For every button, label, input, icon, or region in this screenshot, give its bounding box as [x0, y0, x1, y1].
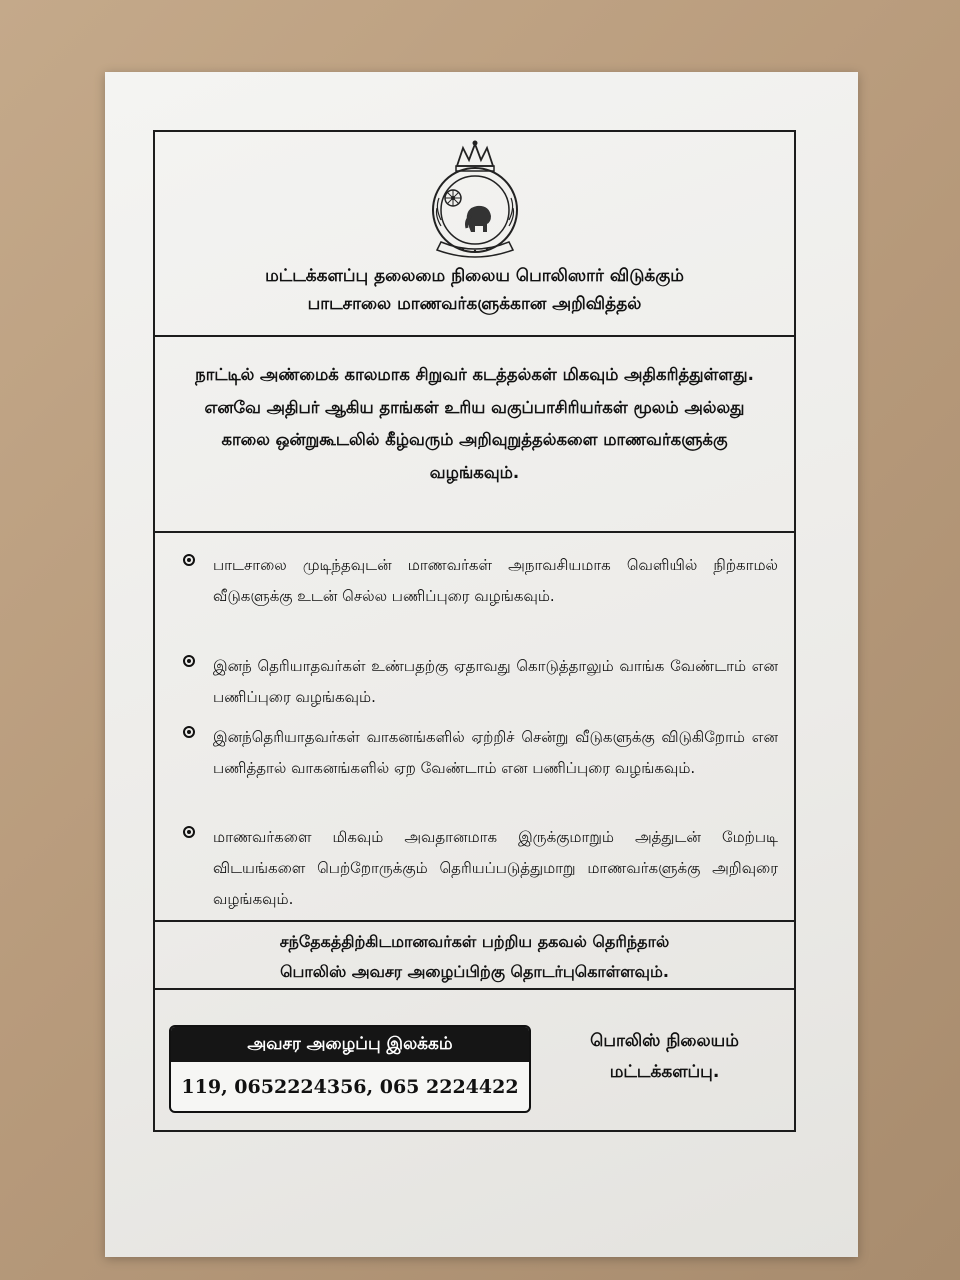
radio-bullet-icon	[183, 655, 195, 667]
list-item-text: மாணவர்களை மிகவும் அவதானமாக இருக்குமாறும் அத்துடன் மேற்படி விடயங்களை பெற்றோருக்கும் தெரியப்படுத்துமாறு மாணவர்களுக்கு அறிவுரை வழங்கவும்.	[213, 828, 778, 908]
instructions-section	[155, 533, 794, 922]
list-item-text: இனந்தெரியாதவர்கள் வாகனங்களில் ஏற்றிச் சென்று வீடுகளுக்கு விடுகிறோம் என பணித்தால் வாகனங்களில் ஏற வேண்டாம் என பணிப்புரை வழங்கவும்.	[213, 728, 778, 777]
notice-header	[155, 132, 794, 337]
footer-section	[155, 990, 794, 1130]
notice-title-line-2: பாடசாலை மாணவர்களுக்கான அறிவித்தல்	[307, 294, 642, 314]
notice-frame	[153, 130, 796, 1132]
intro-section	[155, 337, 794, 533]
radio-bullet-icon	[183, 554, 195, 566]
list-item-text: இனந் தெரியாதவர்கள் உண்பதற்கு ஏதாவது கொடுத்தாலும் வாங்க வேண்டாம் என பணிப்புரை வழங்கவும்.	[213, 657, 778, 706]
list-item-text: பாடசாலை முடிந்தவுடன் மாணவர்கள் அநாவசியமாக வெளியில் நிற்காமல் வீடுகளுக்கு உடன் செல்ல பணிப்புரை வழங்கவும்.	[213, 556, 778, 605]
station-line-2: மட்டக்களப்பு.	[609, 1062, 720, 1082]
intro-paragraph: நாட்டில் அண்மைக் காலமாக சிறுவர் கடத்தல்கள் மிகவும் அதிகரித்துள்ளது. எனவே அதிபர் ஆகிய தாங்கள் உரிய வகுப்பாசிரியர்கள் மூலம் அல்லது காலை ஒன்றுகூடலில் கீழ்வரும் அறிவுறுத்தல்களை மாணவர்களுக்கு வழங்கவும்.	[195, 365, 754, 482]
hotline-numbers: 119, 0652224356, 065 2224422	[181, 1076, 519, 1098]
notice-sheet	[105, 72, 858, 1257]
warning-line-2: பொலிஸ் அவசர அழைப்பிற்கு தொடர்புகொள்ளவும்.	[280, 962, 669, 981]
radio-bullet-icon	[183, 826, 195, 838]
warning-section	[155, 922, 794, 990]
police-station-signature	[535, 1026, 794, 1088]
warning-line-1: சந்தேகத்திற்கிடமானவர்கள் பற்றிய தகவல் தெரிந்தால்	[279, 932, 670, 951]
police-emblem-icon	[427, 138, 523, 260]
station-line-1: பொலிஸ் நிலையம்	[590, 1031, 739, 1051]
radio-bullet-icon	[183, 726, 195, 738]
notice-title-line-1: மட்டக்களப்பு தலைமை நிலைய பொலிஸார் விடுக்கும்	[265, 266, 684, 286]
hotline-title: அவசர அழைப்பு இலக்கம்	[171, 1027, 529, 1062]
emergency-hotline-box	[169, 1025, 531, 1113]
